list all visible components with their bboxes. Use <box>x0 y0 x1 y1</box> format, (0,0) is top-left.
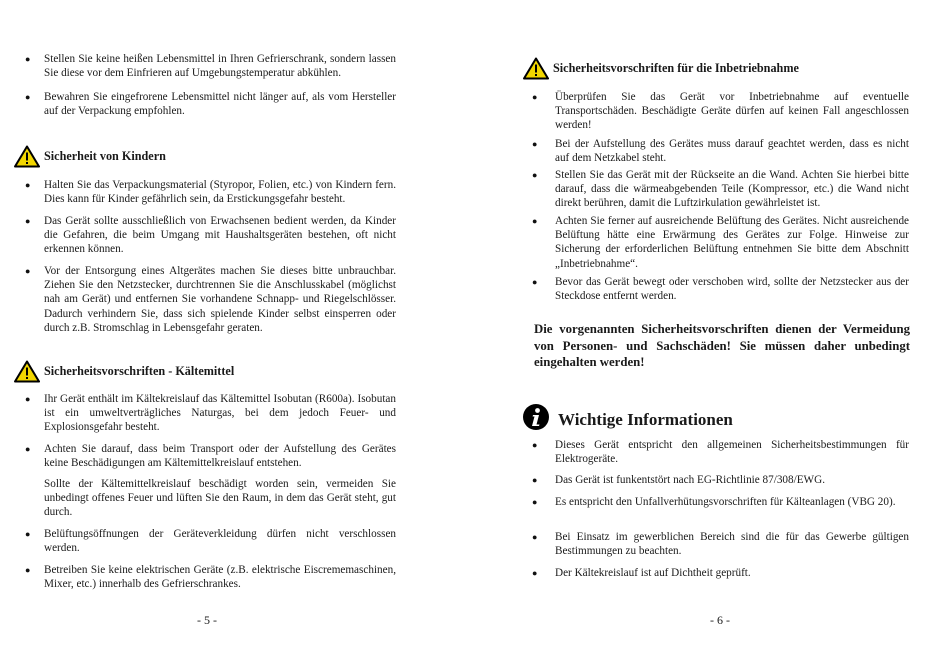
bullet-dot: ● <box>532 532 538 542</box>
bullet-dot: ● <box>25 54 31 64</box>
bullet-dot: ● <box>532 440 538 450</box>
list-item: Halten Sie das Verpackungsmaterial (Styropor, Folien, etc.) von Kindern fern. Dies kann für Kinder gefährlich sein, da Erstickungsgefahr besteht. <box>44 179 396 206</box>
list-item: Es entspricht den Unfallverhütungsvorschriften für Kälteanlagen (VBG 20). <box>555 496 896 508</box>
list-item: Belüftungsöffnungen der Geräteverkleidung dürfen nicht verschlossen werden. <box>44 528 396 555</box>
page-number: - 6 - <box>710 613 730 627</box>
section-heading-refrigerant <box>14 360 234 383</box>
list-item: Dieses Gerät entspricht den allgemeinen Sicherheitsbestimmungen für Elektrogeräte. <box>555 439 909 466</box>
bullet-dot: ● <box>532 92 538 102</box>
list-item: Betreiben Sie keine elektrischen Geräte (z.B. elektrische Eiscrememaschinen, Mixer, etc.) innerhalb des Gefrierschrankes. <box>44 564 396 591</box>
bullet-dot: ● <box>25 266 31 276</box>
list-item: Bei der Aufstellung des Gerätes muss darauf geachtet werden, dass es nicht auf dem Netzkabel steht. <box>555 138 909 165</box>
section-title: Sicherheitsvorschriften für die Inbetriebnahme <box>553 61 799 75</box>
paragraph: Sollte der Kältemittelkreislauf beschädigt worden sein, vermeiden Sie unbedingt offenes Feuer und lüften Sie den Raum, in dem das Gerät steht, gut durch. <box>44 478 396 519</box>
page-number: - 5 - <box>197 613 217 627</box>
bullet-dot: ● <box>25 92 31 102</box>
bullet-dot: ● <box>532 475 538 485</box>
bullet-dot: ● <box>25 529 31 539</box>
bullet-dot: ● <box>25 216 31 226</box>
important-note: Die vorgenannten Sicherheitsvorschriften dienen der Vermeidung von Personen- und Sachschäden! Sie müssen daher unbedingt eingehalten werden! <box>534 322 910 369</box>
page-6 <box>475 0 950 649</box>
section-title: Wichtige Informationen <box>558 409 733 429</box>
list-item: Bevor das Gerät bewegt oder verschoben wird, sollte der Netzstecker aus der Steckdose entfernt werden. <box>555 276 909 303</box>
bullet-dot: ● <box>25 180 31 190</box>
list-item: Achten Sie darauf, dass beim Transport oder der Aufstellung des Gerätes keine Beschädigungen am Kältemittelkreislauf entstehen. <box>44 443 396 470</box>
bullet-dot: ● <box>25 394 31 404</box>
bullet-dot: ● <box>532 497 538 507</box>
bullet-dot: ● <box>532 170 538 180</box>
list-item: Überprüfen Sie das Gerät vor Inbetriebnahme auf eventuelle Transportschäden. Beschädigte Geräte dürfen auf keinen Fall angeschlossen werden! <box>555 91 909 132</box>
warning-icon <box>14 360 40 383</box>
bullet-dot: ● <box>532 277 538 287</box>
section-title: Sicherheit von Kindern <box>44 149 166 163</box>
list-item: Ihr Gerät enthält im Kältekreislauf das Kältemittel Isobutan (R600a). Isobutan ist ein umweltverträgliches Naturgas, bei dem jedoch Feuer- und Explosionsgefahr besteht. <box>44 393 396 434</box>
list-item: Das Gerät sollte ausschließlich von Erwachsenen bedient werden, da Kinder die Gefahren, die beim Umgang mit Haushaltsgeräten bestehen, oft nicht erkennen können. <box>44 215 396 256</box>
bullet-dot: ● <box>25 565 31 575</box>
warning-icon <box>14 145 40 168</box>
bullet-dot: ● <box>532 216 538 226</box>
section-heading-commissioning <box>523 57 799 80</box>
list-item: Vor der Entsorgung eines Altgerätes machen Sie dieses bitte unbrauchbar. Ziehen Sie den Netzstecker, durchtrennen Sie die Anschlusskabel (möglichst nah am Gerät) und entfernen Sie vorhandene Schnapp- und Riegelschlösser. Dadurch verhindern Sie, dass sich spielende Kinder selbst einsperren oder durch z.B. Stromschlag in Lebensgefahr geraten. <box>44 265 396 334</box>
bullet-dot: ● <box>532 139 538 149</box>
list-item: Bewahren Sie eingefrorene Lebensmittel nicht länger auf, als vom Hersteller auf der Verpackung empfohlen. <box>44 91 396 118</box>
section-heading-children <box>14 145 166 168</box>
warning-icon <box>523 57 549 80</box>
list-item: Stellen Sie keine heißen Lebensmittel in Ihren Gefrierschrank, sondern lassen Sie diese vor dem Einfrieren auf Umgebungstemperatur abkühlen. <box>44 53 396 80</box>
list-item: Bei Einsatz im gewerblichen Bereich sind die für das Gewerbe gültigen Bestimmungen zu beachten. <box>555 531 909 558</box>
list-item: Achten Sie ferner auf ausreichende Belüftung des Gerätes. Nicht ausreichende Belüftung hätte eine Erwärmung des Gerätes zur Folge. Hinweise zur Sicherung der erforderlichen Belüftung entnehmen Sie bitte dem Abschnitt „Inbetriebnahme“. <box>555 215 909 270</box>
section-heading-info <box>522 403 733 436</box>
list-item: Das Gerät ist funkentstört nach EG-Richtlinie 87/308/EWG. <box>555 474 825 486</box>
bullet-dot: ● <box>25 444 31 454</box>
list-item: Stellen Sie das Gerät mit der Rückseite an die Wand. Achten Sie hierbei bitte darauf, dass die wärmeabgebenden Teile (Kompressor, etc.) die Wand nicht direkt berühren, damit die Luftzirkulation gewährleistet ist. <box>555 169 909 210</box>
list-item: Der Kältekreislauf ist auf Dichtheit geprüft. <box>555 567 751 579</box>
section-title: Sicherheitsvorschriften - Kältemittel <box>44 364 235 378</box>
bullet-dot: ● <box>532 568 538 578</box>
info-icon <box>522 403 550 436</box>
